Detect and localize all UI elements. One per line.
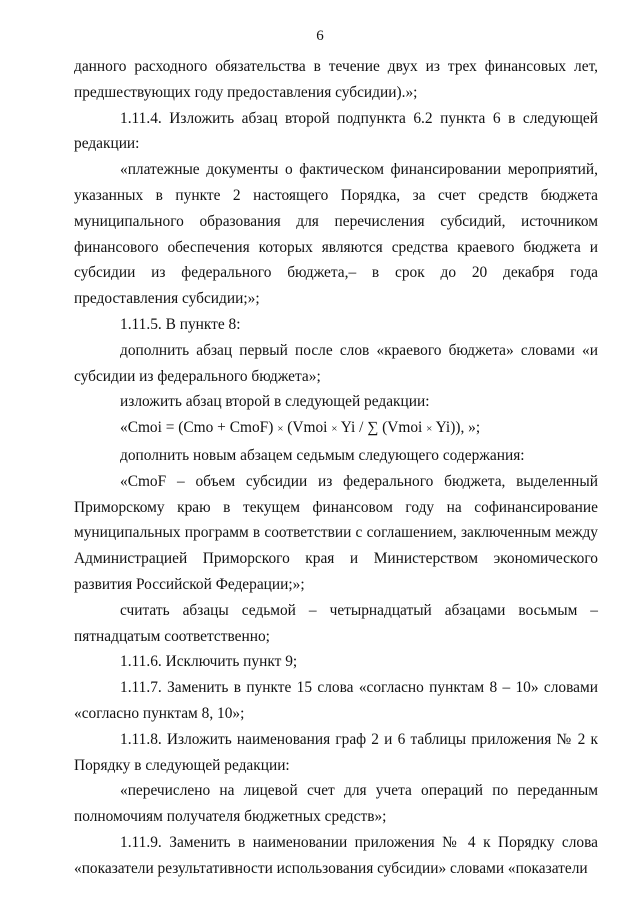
formula-part-1: «Cmoi = (Cmo + CmoF): [120, 419, 278, 437]
formula-times-2: ×: [331, 423, 338, 436]
paragraph-continuation: данного расходного обязательства в течение двух из трех финансовых лет, предшествующих году предоставления субсидии).»;: [74, 58, 598, 101]
paragraph-1-11-8: 1.11.8. Изложить наименования граф 2 и 6 таблицы приложения № 2 к Порядку в следующей редакции:: [74, 730, 598, 774]
paragraph-1-11-7: 1.11.7. Заменить в пункте 15 слова «согласно пунктам 8 – 10» словами «согласно пунктам 8, 10»;: [74, 679, 598, 722]
paragraph-cmof-definition: «CmoF – объем субсидии из федерального бюджета, выделенный Приморскому краю в текущем финансовом году на софинансирование муниципальных программ в соответствии с соглашением, заключенным между Администрацией Приморского края и Министерством экономического развития Российской Федерации;»;: [74, 472, 598, 593]
paragraph-quote-transferred: «перечислено на лицевой счет для учета операций по переданным полномочиям получателя бюджетных средств»;: [74, 782, 598, 826]
formula-part-3: Yi / ∑ (Vmoi: [337, 419, 427, 437]
page-number: 6: [316, 28, 324, 44]
paragraph-restate-second: изложить абзац второй в следующей редакции:: [120, 393, 430, 411]
paragraph-1-11-5: 1.11.5. В пункте 8:: [120, 315, 241, 333]
paragraph-renumber: считать абзацы седьмой – четырнадцатый абзацами восьмым – пятнадцатым соответственно;: [74, 601, 598, 645]
formula-times-1: ×: [277, 423, 284, 436]
document-body: [74, 54, 598, 882]
paragraph-quote-payment-documents: «платежные документы о фактическом финансировании мероприятий, указанных в пункте 2 настоящего Порядка, за счет средств бюджета муниципального образования для перечисления субсидий, источником финансового обеспечения которых являются средства краевого бюджета и субсидии из федерального бюджета,– в срок до 20 декабря года предоставления субсидии;»;: [74, 161, 598, 308]
formula-line: [74, 415, 598, 443]
formula-part-4: Yi)), »;: [432, 419, 481, 437]
paragraph-1-11-4: 1.11.4. Изложить абзац второй подпункта 6.2 пункта 6 в следующей редакции:: [74, 109, 598, 153]
paragraph-1-11-9: 1.11.9. Заменить в наименовании приложения № 4 к Порядку слова «показатели результативности использования субсидии» словами «показатели: [74, 833, 598, 877]
paragraph-1-11-6: 1.11.6. Исключить пункт 9;: [120, 653, 298, 671]
formula-times-3: ×: [426, 423, 433, 436]
paragraph-add-words: дополнить абзац первый после слов «краевого бюджета» словами «и субсидии из федерального бюджета»;: [74, 341, 598, 385]
formula-part-2: (Vmoi: [283, 419, 332, 437]
paragraph-add-seventh: дополнить новым абзацем седьмым следующего содержания:: [120, 446, 525, 464]
